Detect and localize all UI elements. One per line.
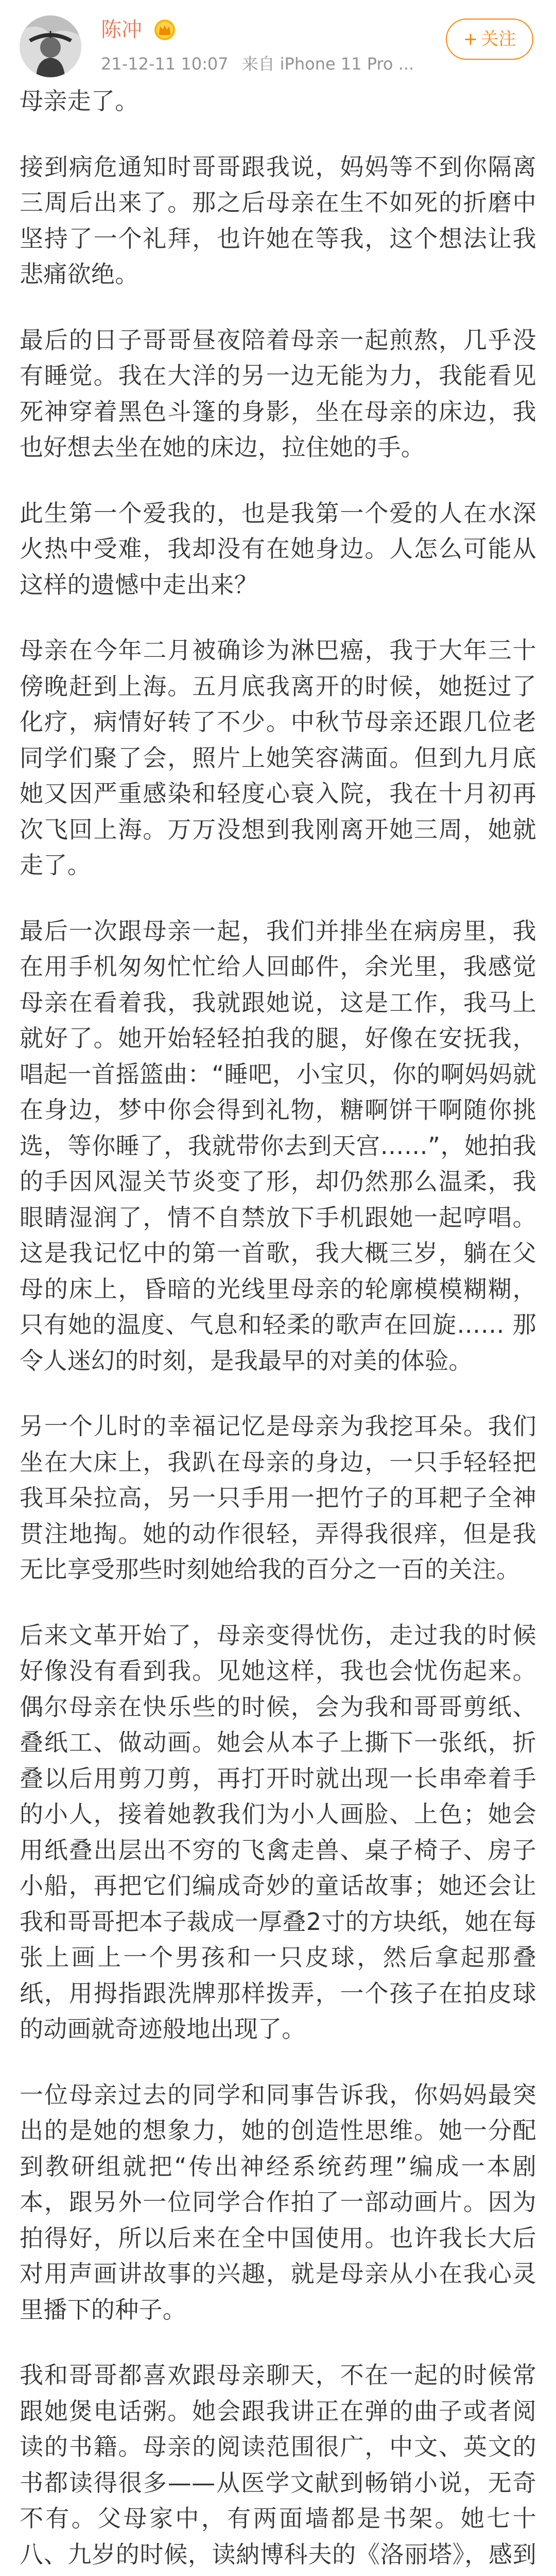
- post-paragraph: 后来文革开始了，母亲变得忧伤，走过我的时候好像没有看到我。见她这样，我也会忧伤起来。偶尔母亲在快乐些的时候，会为我和哥哥剪纸、叠纸工、做动画。她会从本子上撕下一张纸，折叠以后用剪刀剪，再打开时就出现一长串牵着手的小人，接着她教我们为小人画脸、上色；她会用纸叠出层出不穷的飞禽走兽、桌子椅子、房子小船，再把它们编成奇妙的童话故事；她还会让我和哥哥把本子裁成一厚叠2寸的方块纸，她在每张上画上一个男孩和一只皮球，然后拿起那叠纸，用拇指跟洗牌那样拨弄，一个孩子在拍皮球的动画就奇迹般地出现了。: [20, 1621, 536, 2043]
- source-label: 来自: [241, 54, 275, 74]
- post-paragraph: 接到病危通知时哥哥跟我说，妈妈等不到你隔离三周后出来了。那之后母亲在生不如死的折磨中坚持了一个礼拜，也许她在等我，这个想法让我悲痛欲绝。: [20, 152, 536, 288]
- post-paragraph: 我和哥哥都喜欢跟母亲聊天，不在一起的时候常跟她煲电话粥。她会跟我讲正在弹的曲子或者阅读的书籍。母亲的阅读范围很广，中文、英文的书都读得很多——从医学文献到畅销小说，无奇不有。父母家中，有两面墙都是书架。她七十八、九岁的时候，读納博科夫的《洛丽塔》，感到: [20, 2361, 536, 2568]
- follow-label: 关注: [481, 29, 516, 49]
- post-paragraph: 一位母亲过去的同学和同事告诉我，你妈妈最突出的是她的想象力，她的创造性思维。她一分配到教研组就把“传出神经系统药理”编成一本剧本，跟另外一位同学合作拍了一部动画片。因为拍得好，所以后来在全中国使用。也许我长大后对用声画讲故事的兴趣，就是母亲从小在我心灵里播下的种子。: [20, 2080, 536, 2324]
- post-meta: [101, 53, 414, 75]
- source-device[interactable]: iPhone 11 Pro ...: [280, 54, 414, 74]
- follow-button[interactable]: [446, 19, 533, 60]
- author-name[interactable]: 陈冲: [101, 18, 142, 42]
- post-paragraph: 最后的日子哥哥昼夜陪着母亲一起煎熬，几乎没有睡觉。我在大洋的另一边无能为力，我能看见死神穿着黑色斗篷的身影，坐在母亲的床边，我也好想去坐在她的床边，拉住她的手。: [20, 326, 536, 461]
- post-timestamp: 21-12-11 10:07: [101, 54, 229, 74]
- post-body: [20, 83, 536, 2576]
- avatar-photo-icon: [20, 15, 81, 77]
- post-paragraph: 最后一次跟母亲一起，我们并排坐在病房里，我在用手机匆匆忙忙给人回邮件，余光里，我感觉母亲在看着我，我就跟她说，这是工作，我马上就好了。她开始轻轻拍我的腿，好像在安抚我，唱起一首摇篮曲：“睡吧，小宝贝，你的啊妈妈就在身边，梦中你会得到礼物，糖啊饼干啊随你挑选，等你睡了，我就带你去到天宫……”，她拍我的手因风湿关节炎变了形，却仍然那么温柔，我眼睛湿润了，情不自禁放下手机跟她一起哼唱。这是我记忆中的第一首歌，我大概三岁，躺在父母的床上，昏暗的光线里母亲的轮廓模模糊糊，只有她的温度、气息和轻柔的歌声在回旋…… 那令人迷幻的时刻，是我最早的对美的体验。: [20, 917, 536, 1375]
- post-paragraph: 母亲走了。: [20, 87, 139, 115]
- post-paragraph: 另一个儿时的幸福记忆是母亲为我挖耳朵。我们坐在大床上，我趴在母亲的身边，一只手轻轻把我耳朵拉高，另一只手用一把竹子的耳耙子全神贯注地掏。她的动作很轻，弄得我很痒，但是我无比享受那些时刻她给我的百分之一百的关注。: [20, 1412, 536, 1583]
- avatar[interactable]: [20, 15, 81, 77]
- post-paragraph: 母亲在今年二月被确诊为淋巴癌，我于大年三十傍晚赶到上海。五月底我离开的时候，她挺过了化疗，病情好转了不少。中秋节母亲还跟几位老同学们聚了会，照片上她笑容满面。但到九月底她又因严重感染和轻度心衰入院，我在十月初再次飞回上海。万万没想到我刚离开她三周，她就走了。: [20, 636, 536, 879]
- post-paragraph: 此生第一个爱我的，也是我第一个爱的人在水深火热中受难，我却没有在她身边。人怎么可能从这样的遗憾中走出来？: [20, 499, 536, 599]
- vip-crown-icon: [153, 19, 176, 41]
- plus-icon: +: [463, 29, 478, 49]
